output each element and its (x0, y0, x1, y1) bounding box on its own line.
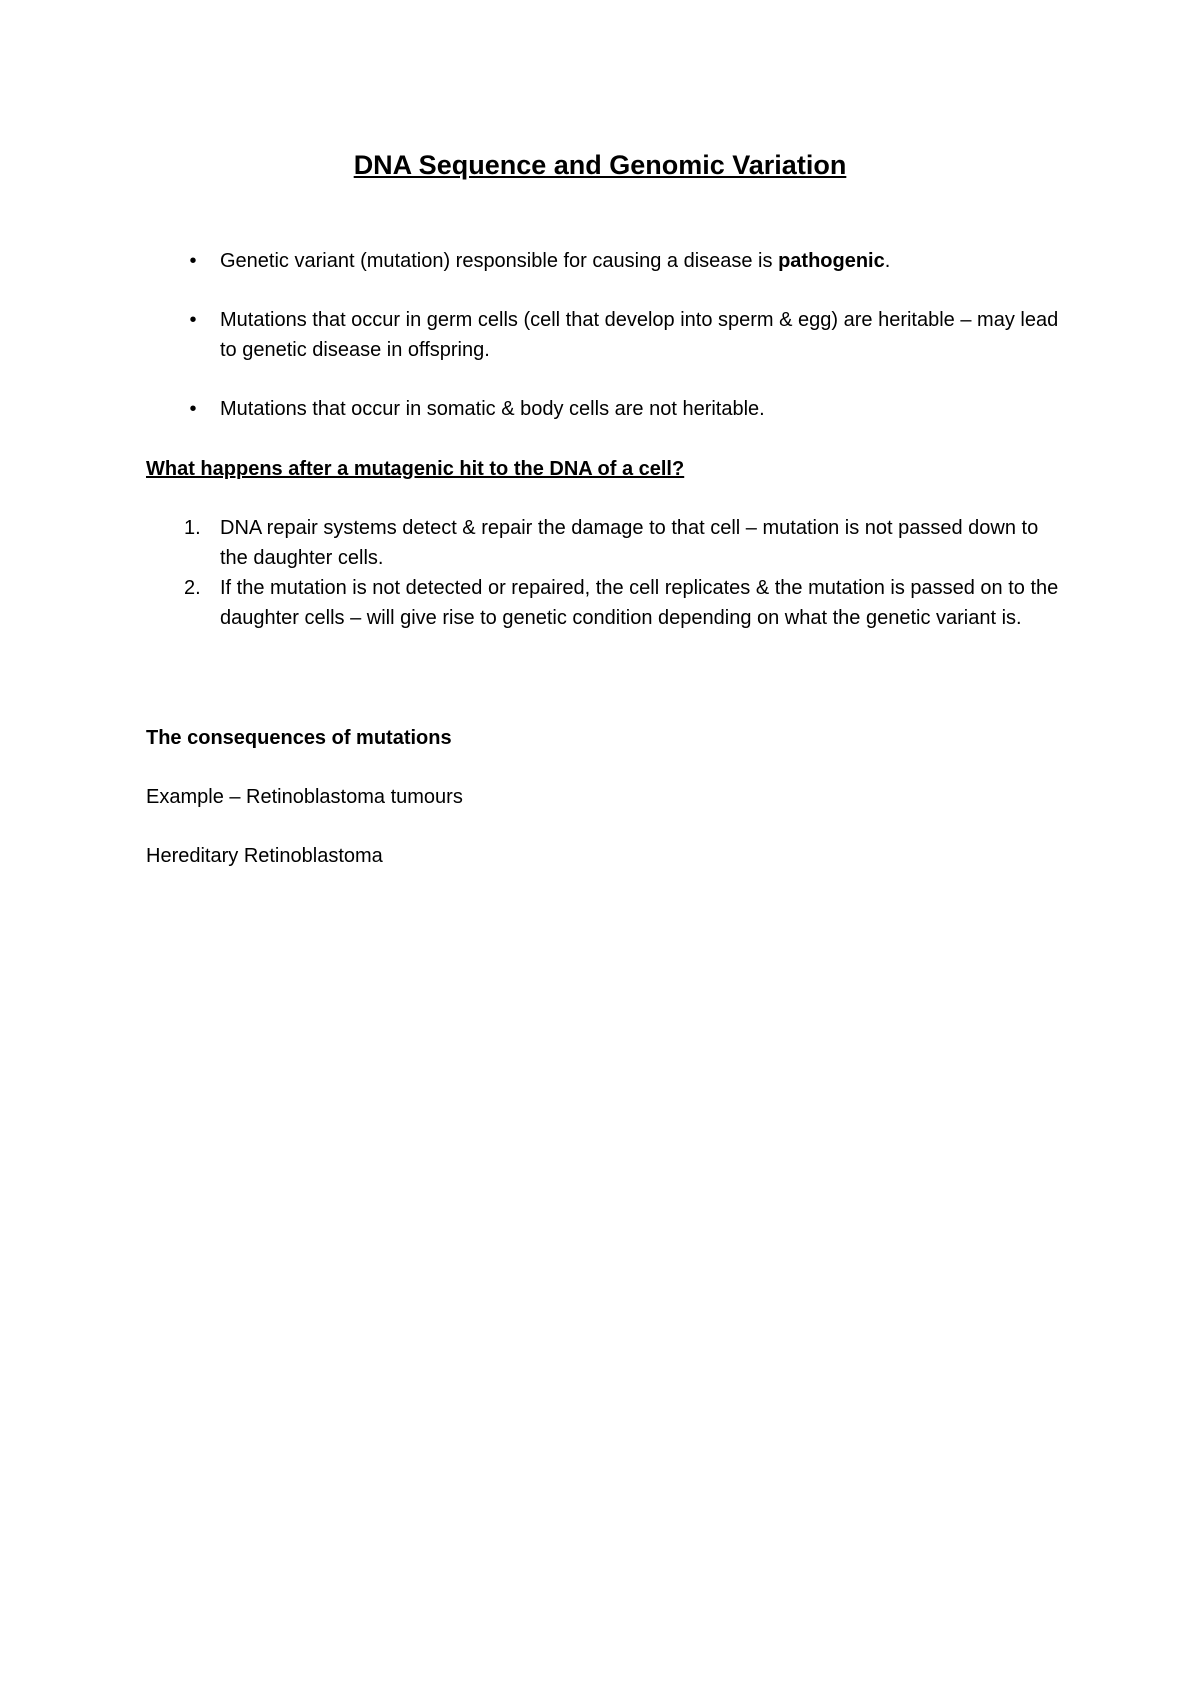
bullet-text-end: . (884, 250, 891, 272)
question-heading: What happens after a mutagenic hit to the DNA of a cell? (146, 458, 685, 480)
step-text: If the mutation is not detected or repaired, the cell replicates & the mutation is passed on to the daughter cells – will give rise to genetic condition depending on what the genetic variant is. (220, 577, 1059, 629)
bullet-icon: • (189, 309, 197, 331)
list-item (146, 394, 1066, 424)
numbered-list (146, 513, 1066, 633)
list-item (146, 573, 1066, 633)
step-text: DNA repair systems detect & repair the damage to that cell – mutation is not passed down to the daughter cells. (220, 517, 1039, 569)
bullet-icon: • (189, 398, 197, 420)
bullet-list (146, 246, 1066, 453)
list-item (146, 513, 1066, 573)
step-number: 1. (184, 517, 201, 539)
hereditary-line: Hereditary Retinoblastoma (146, 845, 383, 867)
bullet-text: Genetic variant (mutation) responsible for causing a disease is (220, 250, 779, 272)
list-item (146, 246, 1066, 276)
bullet-bold-term: pathogenic (778, 250, 885, 272)
bullet-text: Mutations that occur in somatic & body cells are not heritable. (220, 398, 765, 420)
bullet-icon: • (189, 250, 197, 272)
example-line: Example – Retinoblastoma tumours (146, 786, 463, 808)
document-title: DNA Sequence and Genomic Variation (353, 150, 847, 180)
consequences-heading: The consequences of mutations (146, 727, 452, 749)
step-number: 2. (184, 577, 201, 599)
list-item (146, 305, 1066, 365)
bullet-text: Mutations that occur in germ cells (cell that develop into sperm & egg) are heritable – may lead to genetic disease in offspring. (220, 309, 1059, 361)
